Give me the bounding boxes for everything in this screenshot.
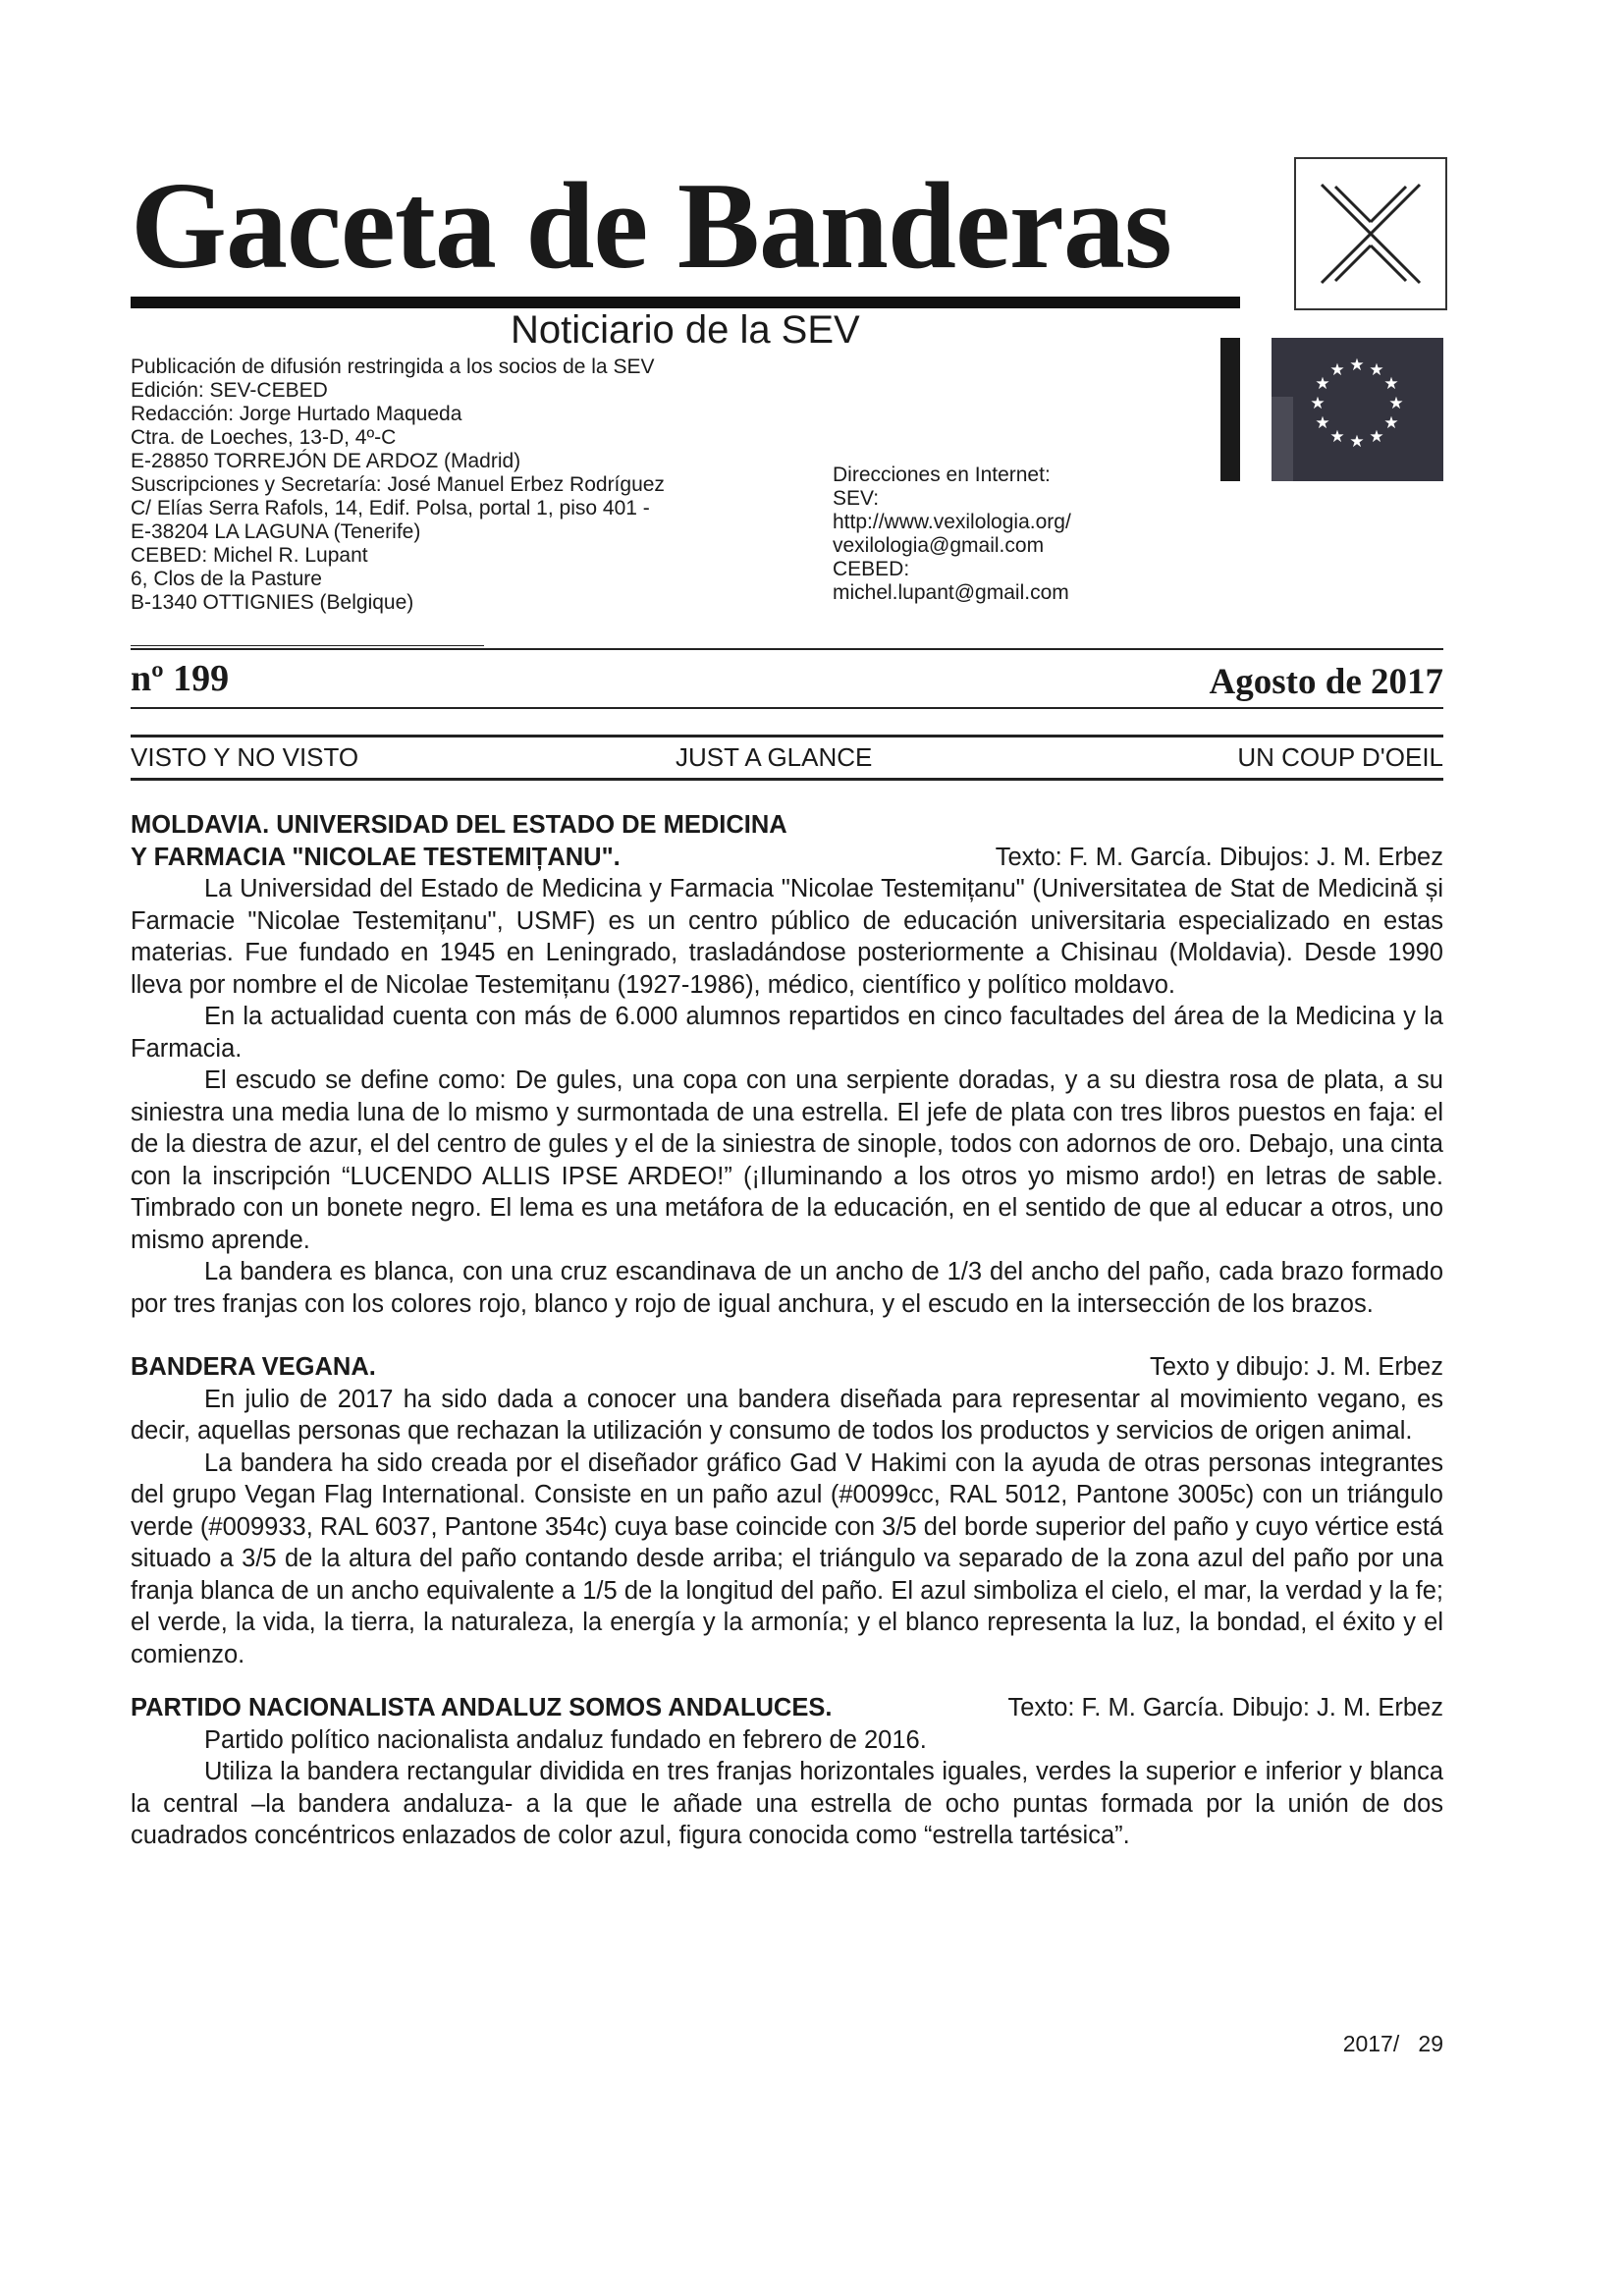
cebed-bar bbox=[1220, 338, 1240, 481]
article-heading: MOLDAVIA. UNIVERSIDAD DEL ESTADO DE MEDICINA bbox=[131, 811, 787, 839]
article-paragraph: La bandera es blanca, con una cruz escandinava de un ancho de 1/3 del ancho del paño, cada brazo formado por tres franjas con los colores rojo, blanco y rojo de igual anchura, y el escudo en la intersección de los brazos. bbox=[131, 1258, 1443, 1318]
info-line: Redacción: Jorge Hurtado Maqueda bbox=[131, 403, 462, 425]
article-bandera-vegana bbox=[131, 1351, 1443, 1670]
article-credit: Texto y dibujo: J. M. Erbez bbox=[1149, 1353, 1443, 1381]
article-credit: Texto: F. M. García. Dibujo: J. M. Erbez bbox=[1007, 1694, 1443, 1721]
sev-email-link[interactable]: vexilologia@gmail.com bbox=[833, 534, 1045, 557]
info-line: CEBED: Michel R. Lupant bbox=[131, 544, 368, 567]
article-paragraph: La bandera ha sido creada por el diseñador gráfico Gad V Hakimi con la ayuda de otras personas integrantes del grupo Vegan Flag International. Consiste en un paño azul (#0099cc, RAL 5012, Pantone 3005c) con un triángulo verde (#009933, RAL 6037, Pantone 354c) cuya base coincide con 3/5 del borde superior del paño y cuyo vértice está situado a 3/5 de la altura del paño contando desde arriba; el triángulo va separado de la zona azul del paño por una franja blanca de un ancho equivalente a 1/5 de la longitud del paño. El azul simboliza el cielo, el mar, la verdad y la fe; el verde, la vida, la tierra, la naturaleza, la energía y la armonía; y el blanco representa la luz, la bondad, el éxito y el comienzo. bbox=[131, 1448, 1443, 1668]
svg-text:★: ★ bbox=[1349, 355, 1365, 375]
masthead-title: Gaceta de Banderas bbox=[131, 158, 1171, 295]
svg-text:★: ★ bbox=[1369, 427, 1384, 447]
sev-label: SEV: bbox=[833, 487, 880, 510]
section-label-fr: UN COUP D'OEIL bbox=[1237, 742, 1443, 772]
article-somos-andaluces bbox=[131, 1692, 1443, 1852]
info-line: Ctra. de Loeches, 13-D, 4º-C bbox=[131, 426, 397, 449]
article-paragraph: En la actualidad cuenta con más de 6.000 alumnos repartidos en cinco facultades del área de la Medicina y la Farmacia. bbox=[131, 1003, 1443, 1063]
svg-text:★: ★ bbox=[1329, 360, 1345, 380]
page-number: 2017/ 29 bbox=[1342, 2031, 1443, 2056]
publication-info bbox=[131, 355, 759, 615]
svg-text:★: ★ bbox=[1315, 374, 1330, 394]
sev-url-link[interactable]: http://www.vexilologia.org/ bbox=[833, 511, 1071, 533]
article-heading-cont: Y FARMACIA "NICOLAE TESTEMIȚANU". bbox=[131, 843, 621, 871]
article-heading: PARTIDO NACIONALISTA ANDALUZ SOMOS ANDALUCES. bbox=[131, 1694, 833, 1721]
section-rule-top bbox=[131, 735, 1443, 737]
article-paragraph: En julio de 2017 ha sido dada a conocer una bandera diseñada para representar al movimiento vegano, es decir, aquellas personas que rechazan la utilización y consumo de todos los productos y servicios de origen animal. bbox=[131, 1385, 1443, 1445]
issue-rule-bottom bbox=[131, 707, 1443, 709]
svg-text:★: ★ bbox=[1349, 432, 1365, 452]
info-underline bbox=[131, 645, 484, 646]
internet-links bbox=[833, 464, 1071, 605]
section-label-es: VISTO Y NO VISTO bbox=[131, 742, 359, 772]
article-paragraph: La Universidad del Estado de Medicina y Farmacia "Nicolae Testemițanu" (Universitatea de Stat de Medicină și Farmacie "Nicolae Testemițanu", USMF) es un centro público de educación universitaria especializado en estas materias. Fue fundado en 1945 en Leningrado, trasladándose posteriormente a Chisinau (Moldavia). Desde 1990 lleva por nombre el de Nicolae Testemițanu (1927-1986), médico, científico y político moldavo. bbox=[131, 875, 1443, 999]
article-column bbox=[131, 809, 1443, 1852]
issue-rule-top bbox=[131, 648, 1443, 650]
article-paragraph: Utiliza la bandera rectangular dividida en tres franjas horizontales iguales, verdes la superior e inferior y blanca la central –la bandera andaluza- a la que le añade una estrella de ocho puntas formada por la unión de dos cuadrados concéntricos enlazados de color azul, figura conocida como “estrella tartésica”. bbox=[131, 1758, 1443, 1849]
eu-stars-icon bbox=[1272, 338, 1443, 481]
info-line: E-38204 LA LAGUNA (Tenerife) bbox=[131, 520, 421, 543]
article-heading: BANDERA VEGANA. bbox=[131, 1353, 376, 1381]
svg-text:★: ★ bbox=[1383, 374, 1399, 394]
info-line: Suscripciones y Secretaría: José Manuel Erbez Rodríguez bbox=[131, 473, 665, 496]
eu-flag-logo bbox=[1272, 338, 1443, 481]
section-label-en: JUST A GLANCE bbox=[676, 742, 873, 772]
svg-text:★: ★ bbox=[1388, 394, 1404, 413]
info-line: Publicación de difusión restringida a los socios de la SEV bbox=[131, 355, 655, 378]
article-paragraph: El escudo se define como: De gules, una copa con una serpiente doradas, y a su diestra rosa de plata, a su siniestra una media luna de lo mismo y surmontada de una estrella. El jefe de plata con tres libros puestos en faja: el de la diestra de azur, el del centro de gules y el de la siniestra de sinople, todos con adornos de oro. Debajo, una cinta con la inscripción “LUCENDO ALLIS IPSE ARDEO!” (¡Iluminando a los otros yo mismo ardo!) en letras de sable. Timbrado con un bonete negro. El lema es una metáfora de la educación, en el sentido de que al educar a otros, uno mismo aprende. bbox=[131, 1066, 1443, 1254]
sev-logo-icon bbox=[1296, 159, 1445, 308]
issue-number: nº 199 bbox=[131, 658, 230, 699]
svg-text:★: ★ bbox=[1315, 413, 1330, 433]
info-line: Edición: SEV-CEBED bbox=[131, 379, 328, 402]
info-line: E-28850 TORREJÓN DE ARDOZ (Madrid) bbox=[131, 450, 521, 472]
info-line: C/ Elías Serra Rafols, 14, Edif. Polsa, portal 1, piso 401 - bbox=[131, 497, 650, 519]
article-credit: Texto: F. M. García. Dibujos: J. M. Erbez bbox=[995, 843, 1443, 871]
cebed-label: CEBED: bbox=[833, 558, 910, 580]
article-paragraph: Partido político nacionalista andaluz fundado en febrero de 2016. bbox=[204, 1725, 927, 1754]
masthead-rule bbox=[131, 297, 1240, 308]
links-heading: Direcciones en Internet: bbox=[833, 464, 1051, 486]
info-line: 6, Clos de la Pasture bbox=[131, 568, 322, 590]
cebed-email-link[interactable]: michel.lupant@gmail.com bbox=[833, 581, 1069, 604]
svg-text:★: ★ bbox=[1383, 413, 1399, 433]
svg-text:★: ★ bbox=[1369, 360, 1384, 380]
section-rule-bottom bbox=[131, 778, 1443, 781]
issue-date: Agosto de 2017 bbox=[1209, 662, 1443, 702]
masthead-subtitle: Noticiario de la SEV bbox=[511, 308, 860, 352]
sev-logo bbox=[1294, 157, 1447, 310]
article-moldavia bbox=[131, 809, 1443, 1320]
info-line: B-1340 OTTIGNIES (Belgique) bbox=[131, 591, 414, 614]
svg-text:★: ★ bbox=[1310, 394, 1326, 413]
svg-text:★: ★ bbox=[1329, 427, 1345, 447]
